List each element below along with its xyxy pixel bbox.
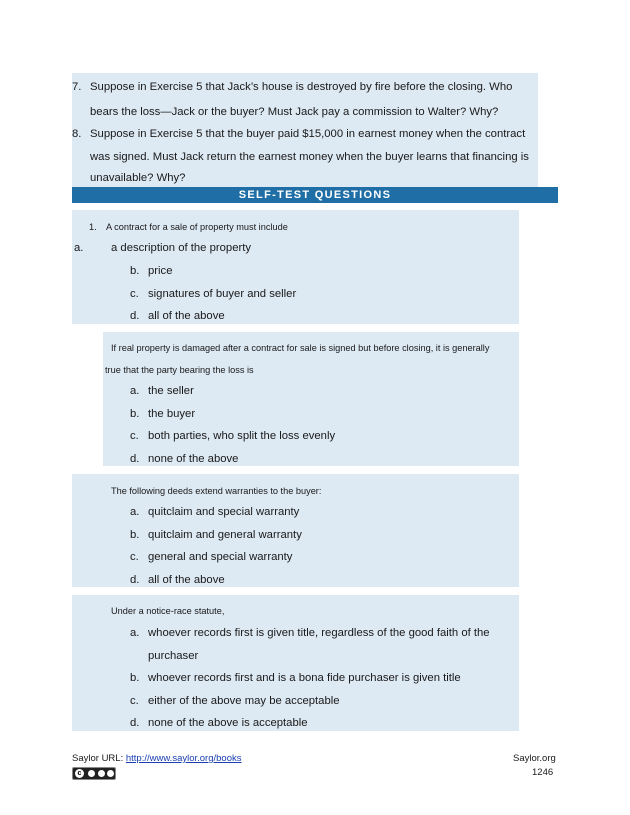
exercise-text: Suppose in Exercise 5 that Jack’s house is destroyed by fire before the closing. Who	[90, 81, 513, 93]
option-letter: d.	[130, 453, 140, 465]
exercise-text: was signed. Must Jack return the earnest money when the buyer learns that financing is	[90, 151, 529, 163]
option-letter: a.	[130, 627, 140, 639]
exercise-number: 7.	[72, 81, 82, 93]
section-title: SELF-TEST QUESTIONS	[72, 187, 558, 203]
exercise-text: Suppose in Exercise 5 that the buyer paid $15,000 in earnest money when the contract	[90, 128, 526, 140]
option-letter: c.	[130, 288, 139, 300]
option-text: none of the above	[148, 453, 239, 465]
question-text: A contract for a sale of property must include	[106, 222, 288, 232]
option-text: quitclaim and special warranty	[148, 506, 300, 518]
option-text: a description of the property	[111, 242, 252, 254]
option-letter: c.	[130, 551, 139, 563]
option-letter: d.	[130, 574, 140, 586]
footer-source	[72, 753, 242, 764]
exercise-text: bears the loss—Jack or the buyer? Must Jack pay a commission to Walter? Why?	[90, 106, 499, 118]
cc-by-nc-sa-icon: c	[72, 767, 116, 780]
option-text: signatures of buyer and seller	[148, 288, 297, 300]
question-text: true that the party bearing the loss is	[105, 365, 254, 375]
option-letter: b.	[130, 265, 140, 277]
option-text: quitclaim and general warranty	[148, 529, 302, 541]
footer-url-link[interactable]: http://www.saylor.org/books	[125, 753, 242, 764]
question-text: The following deeds extend warranties to the buyer:	[111, 486, 322, 496]
option-letter: b.	[130, 672, 140, 684]
option-text: either of the above may be acceptable	[148, 695, 340, 707]
option-letter: b.	[130, 408, 140, 420]
option-text: the seller	[148, 385, 194, 397]
option-text: general and special warranty	[148, 551, 293, 563]
question-text: If real property is damaged after a contract for sale is signed but before closing, it is generally	[111, 343, 490, 353]
option-text: none of the above is acceptable	[148, 717, 308, 729]
option-text-continued: purchaser	[148, 650, 199, 662]
option-letter: c.	[130, 695, 139, 707]
option-text: both parties, who split the loss evenly	[148, 430, 336, 442]
footer-site: Saylor.org	[513, 753, 556, 764]
option-text: all of the above	[148, 310, 225, 322]
option-letter: c.	[130, 430, 139, 442]
question-text: Under a notice-race statute,	[111, 606, 225, 616]
exercise-text: unavailable? Why?	[90, 172, 186, 184]
option-letter: d.	[130, 310, 140, 322]
option-text: whoever records first and is a bona fide purchaser is given title	[148, 672, 461, 684]
option-text: whoever records first is given title, regardless of the good faith of the	[148, 627, 490, 639]
option-letter: a.	[130, 385, 140, 397]
option-letter: a.	[74, 242, 84, 254]
option-text: all of the above	[148, 574, 225, 586]
question-number: 1.	[89, 222, 97, 232]
exercise-number: 8.	[72, 128, 82, 140]
footer-url-label: Saylor URL:	[72, 753, 126, 764]
option-letter: b.	[130, 529, 140, 541]
page-number: 1246	[532, 767, 554, 778]
option-text: the buyer	[148, 408, 196, 420]
option-letter: a.	[130, 506, 140, 518]
option-text: price	[148, 265, 173, 277]
option-letter: d.	[130, 717, 140, 729]
